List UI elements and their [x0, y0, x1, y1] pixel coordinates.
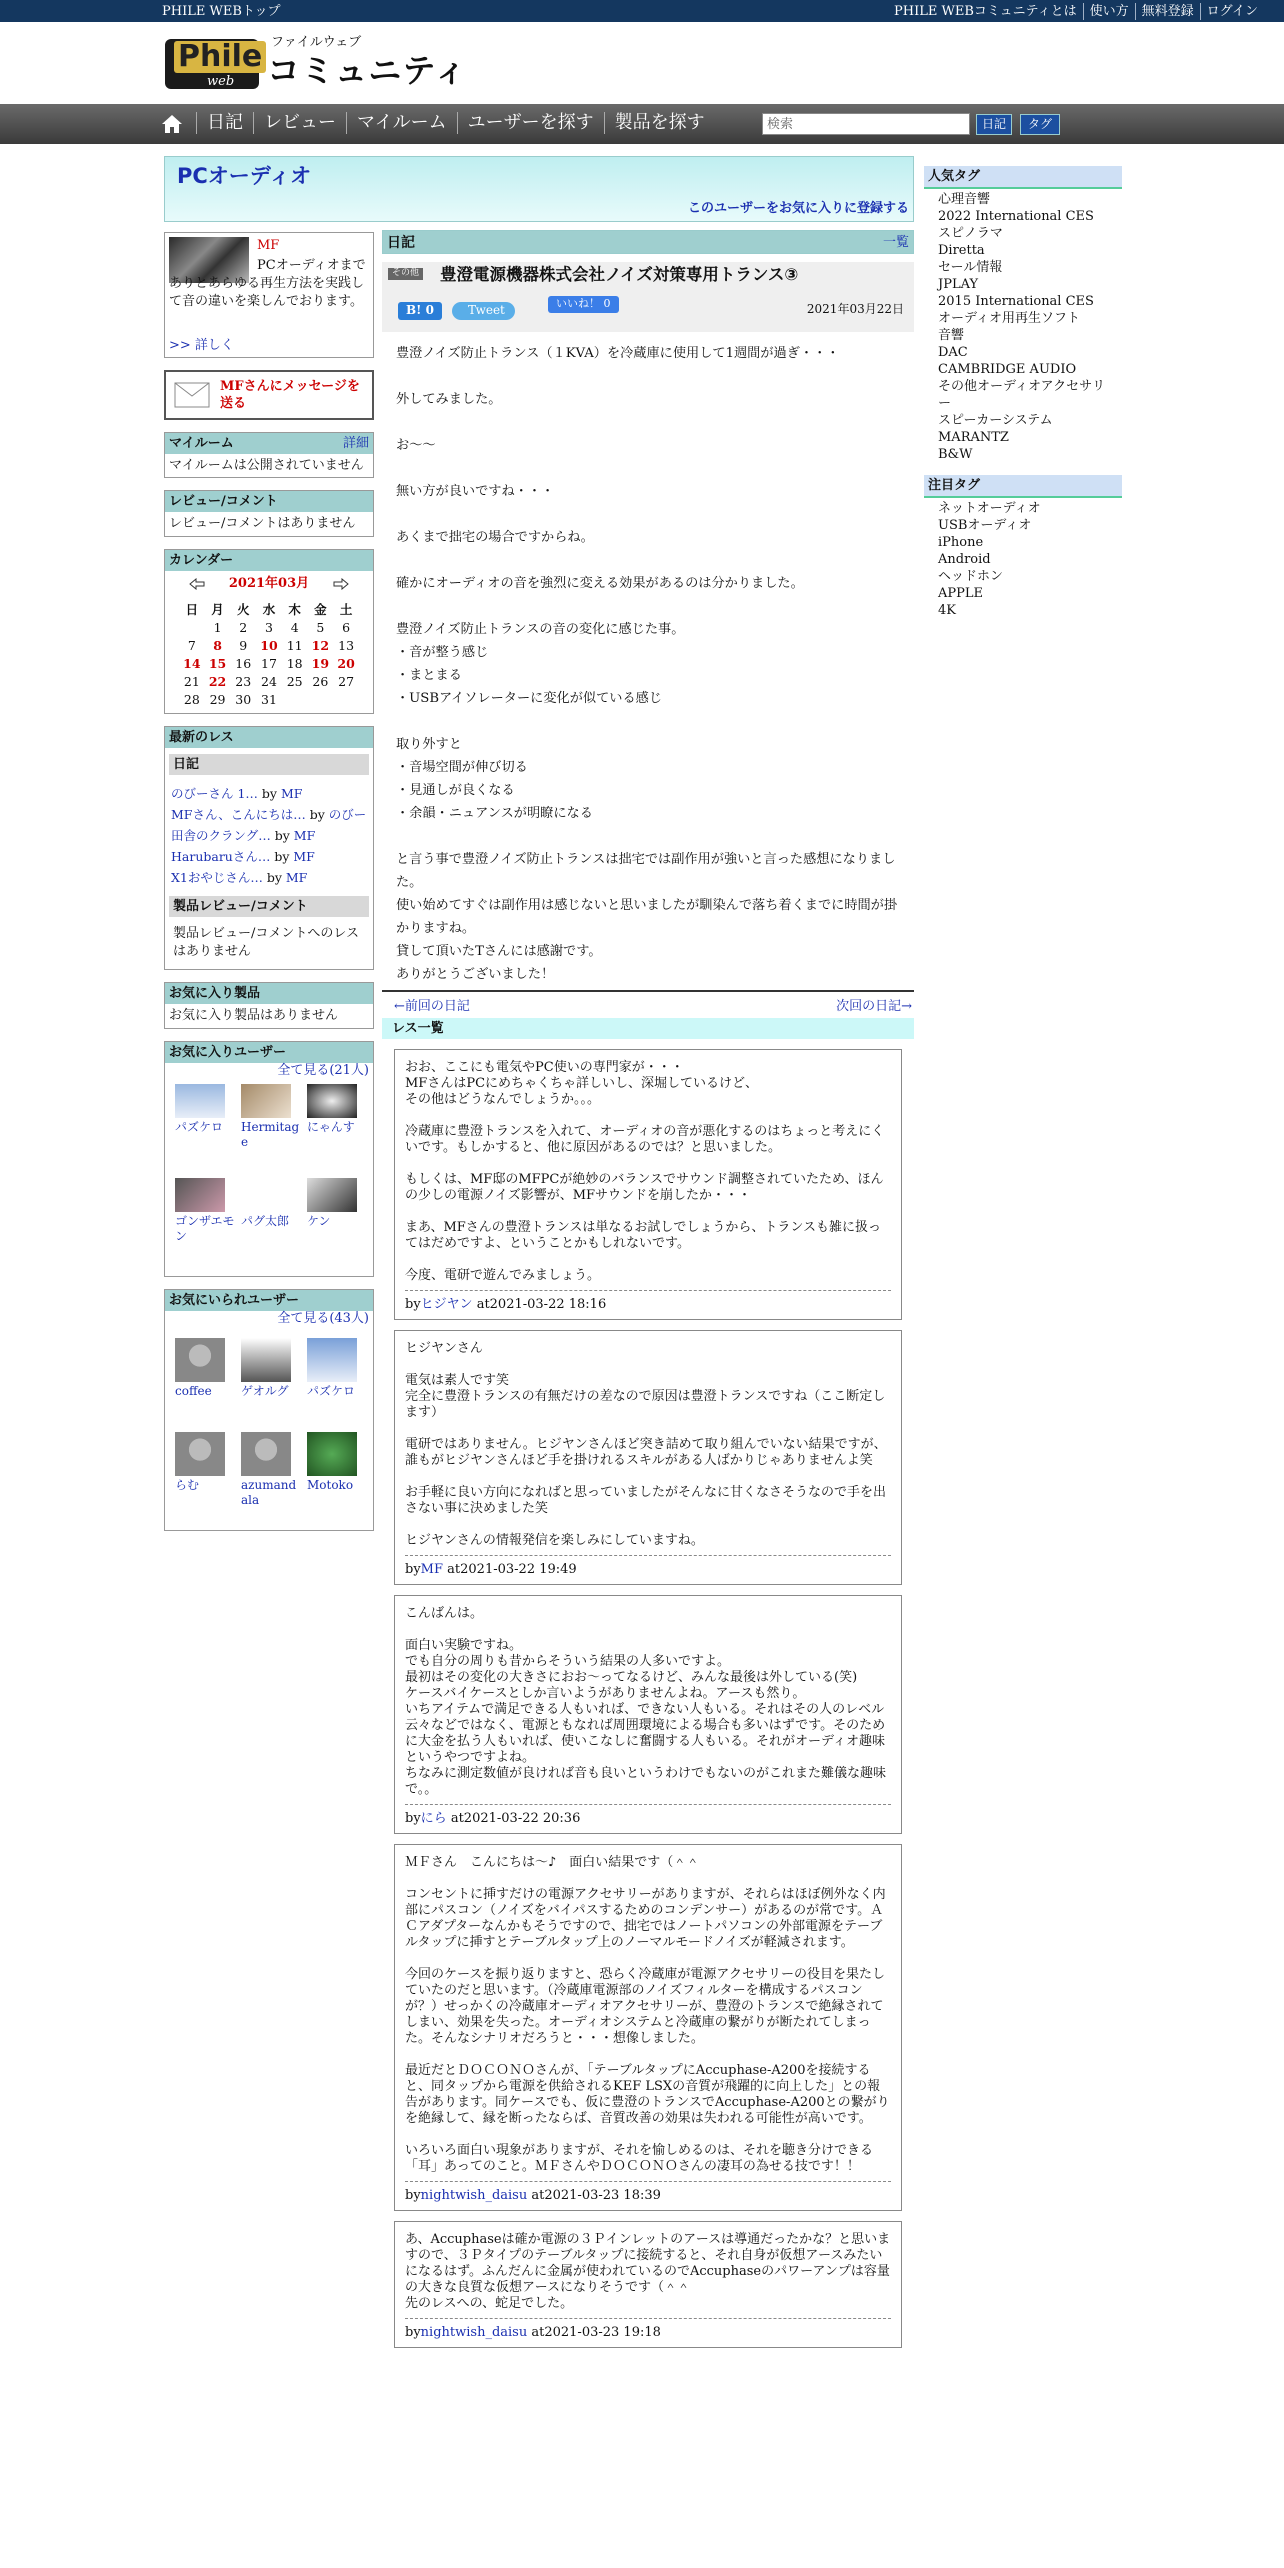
tag-link[interactable]: JPLAY	[938, 277, 979, 293]
tag-link[interactable]: 2015 International CES	[938, 294, 1094, 310]
diary-main	[382, 230, 914, 2358]
comment-by-label: by	[405, 1297, 421, 1313]
nav-find-users[interactable]: ユーザーを探す	[457, 112, 604, 134]
latest-res-link[interactable]: のびーさん 1…	[171, 786, 258, 802]
tag-link[interactable]: DAC	[938, 345, 968, 361]
user-avatar[interactable]	[175, 1084, 225, 1118]
calendar-day: 17	[261, 655, 277, 671]
attention-tags-title: 注目タグ	[924, 475, 1122, 498]
user-card[interactable]	[241, 1432, 301, 1508]
tag-link[interactable]: オーディオ用再生ソフト	[938, 311, 1080, 327]
calendar-weekday: 金	[314, 601, 327, 617]
calendar-day: 2	[239, 619, 248, 635]
comment-by-label: by	[405, 1562, 421, 1578]
comment	[394, 1330, 902, 1585]
page-banner	[164, 156, 914, 222]
comment-author[interactable]: にら	[420, 1811, 447, 1827]
latest-product-label: 製品レビュー/コメント	[169, 896, 369, 917]
user-card[interactable]	[307, 1084, 367, 1135]
calendar-table	[179, 601, 359, 709]
search-diary-button[interactable]: 日記	[976, 114, 1012, 135]
comment-author[interactable]: nightwish_daisu	[420, 2325, 528, 2341]
myroom-text: マイルームは公開されていません	[169, 458, 364, 474]
nav-find-products[interactable]: 製品を探す	[604, 112, 715, 134]
calendar-day: 21	[183, 673, 200, 689]
calendar-day[interactable]: 14	[183, 655, 201, 671]
user-avatar[interactable]	[241, 1084, 291, 1118]
user-name[interactable]: ケン	[307, 1213, 331, 1228]
top-links	[888, 3, 1264, 20]
diary-line: 確かにオーディオの音を強烈に変える効果があるのは分かりました。	[396, 576, 804, 591]
user-avatar[interactable]	[307, 1338, 357, 1382]
latest-diary-label: 日記	[169, 754, 369, 775]
phile-web-badge: Phile web	[165, 39, 259, 89]
comment-text: あ、Accuphaseは確か電源の３Ｐインレットのアースは導通だったかな？と思いますので、３Ｐタイプのテーブルタップに接続すると、それ自身が仮想アースみたいになるはず。ふんだんに金属が使われているのでAccuphaseのパワーアンプは容量の大きな良質な仮想アースになりそうです（＾＾ 先のレスへの、蛇足でした。	[405, 2232, 891, 2312]
latest-res-item: のびーさん 1… by MF	[171, 786, 303, 802]
tag-link[interactable]: その他オーディオアクセサリー	[938, 379, 1106, 412]
comment-by-label: by	[405, 1811, 421, 1827]
diary-line: ・余韻・ニュアンスが明瞭になる	[396, 806, 593, 821]
diary-list-link[interactable]: 一覧	[882, 235, 909, 250]
diary-line: ・見通しが良くなる	[396, 783, 515, 798]
diary-line: ありがとうございました！	[396, 967, 555, 982]
tag-link[interactable]: MARANTZ	[938, 430, 1009, 446]
diary-line: 無い方が良いですね・・・	[396, 484, 555, 499]
user-name[interactable]: ゲオルグ	[241, 1383, 289, 1398]
calendar-day: 7	[187, 637, 196, 653]
user-name[interactable]: パグ太郎	[241, 1213, 290, 1228]
calendar-day: 30	[235, 691, 252, 707]
user-name[interactable]: パズケロ	[175, 1119, 224, 1134]
user-card[interactable]	[175, 1178, 235, 1244]
comment-author[interactable]: ヒジヤン	[420, 1297, 473, 1313]
diary-line	[396, 710, 900, 733]
diary-line: ・USBアイソレーターに変化が似ている感じ	[396, 691, 663, 706]
calendar-day: 27	[338, 673, 355, 689]
comment	[394, 2221, 902, 2348]
comment-meta	[405, 1555, 891, 1584]
calendar-day[interactable]: 8	[213, 637, 222, 653]
latest-res-author[interactable]: のびー	[328, 807, 367, 823]
calendar-day[interactable]: 19	[311, 655, 330, 671]
tag-link[interactable]: Diretta	[938, 243, 985, 259]
user-avatar[interactable]	[241, 1338, 291, 1382]
reviews-title: レビュー/コメント	[165, 491, 373, 512]
register-link[interactable]: 無料登録	[1135, 3, 1200, 20]
fav-products-section	[164, 982, 374, 1028]
tag-link[interactable]: APPLE	[938, 586, 984, 602]
calendar-day: 24	[261, 673, 277, 689]
tag-link[interactable]: USBオーディオ	[938, 518, 1032, 534]
profile-more-link[interactable]: >> 詳しく	[169, 338, 234, 353]
latest-res-item: MFさん、こんにちは… by のびー	[171, 807, 367, 823]
latest-res-author[interactable]: MF	[293, 849, 315, 865]
calendar-day: 6	[342, 619, 351, 635]
tag-link[interactable]: セール情報	[938, 260, 1003, 276]
nav-diary[interactable]: 日記	[196, 112, 253, 134]
search-tag-button[interactable]: タグ	[1020, 114, 1060, 135]
diary-line: ・まとまる	[396, 668, 462, 683]
diary-line: お～～	[396, 438, 436, 453]
latest-res-item: 田舎のクラング… by MF	[171, 828, 316, 844]
myroom-title: マイルーム	[169, 436, 234, 451]
calendar-day: 18	[286, 655, 303, 671]
calendar-weekday: 火	[237, 601, 250, 617]
latest-res-item: Harubaruさん… by MF	[171, 849, 315, 865]
comment-by-label: by	[405, 2188, 421, 2204]
res-list-header: レス一覧	[382, 1018, 914, 1039]
user-avatar[interactable]	[307, 1084, 357, 1118]
user-name[interactable]: らむ	[175, 1477, 200, 1492]
tag-link[interactable]: ヘッドホン	[938, 569, 1004, 585]
site-logo[interactable]	[165, 34, 485, 92]
logo-title: コミュニティ	[267, 51, 468, 90]
add-favorite-link[interactable]: このユーザーをお気に入りに登録する	[687, 200, 909, 216]
diary-line	[396, 503, 900, 526]
user-card[interactable]	[241, 1178, 301, 1229]
user-avatar[interactable]	[175, 1432, 225, 1476]
diary-line: 豊澄ノイズ防止トランス（１KVA）を冷蔵庫に使用して1週間が過ぎ・・・	[396, 346, 840, 361]
comment-meta	[405, 2181, 891, 2210]
message-link[interactable]: MFさんにメッセージを送る	[220, 379, 360, 411]
calendar-day: 23	[235, 673, 252, 689]
search-input[interactable]: 検索	[762, 113, 970, 135]
main-nav	[0, 104, 1284, 144]
tag-link[interactable]: B&W	[938, 447, 973, 463]
tag-link[interactable]: 2022 International CES	[938, 209, 1094, 225]
right-sidebar	[924, 166, 1122, 621]
fav-by-all-link[interactable]: 全て見る(43人)	[277, 1310, 369, 1326]
top-bar	[0, 0, 1284, 22]
calendar-weekday: 木	[288, 601, 301, 617]
user-avatar[interactable]	[175, 1178, 225, 1212]
user-name[interactable]: Hermitage	[241, 1119, 300, 1149]
latest-product-text: 製品レビュー/コメントへのレスはありません	[173, 926, 359, 960]
comment-text: ＭＦさん こんにちは～♪ 面白い結果です（＾＾ コンセントに挿すだけの電源アクセサリーがありますが、それらはほぼ例外なく内部にパスコン（ノイズをバイパスするためのコンデンサー）があるのが常です。ＡＣアダプターなんかもそうですので、拙宅ではノートパソコンの外部電源をテーブルタップに挿すとテーブルタップ上のノーマルモードノイズが軽減されます。 今回のケースを振り返りますと、恐らく冷蔵庫が電源アクセサリーの役目を果たしていたのだと思います。（冷蔵庫電源部のノイズフィルターを構成するパスコンが？）せっかくの冷蔵庫オーディオアクセサリーが、豊澄のトランスで絶縁されてしまい、効果を失った。オーディオシステムと冷蔵庫の繋がりが断たれてしまった。そんなシナリオだろうと・・・想像しました。 最近だとＤＯＣＯＮＯさんが、「テーブルタップにAccuphase-A200を接続すると、同タップから電源を供給されるKEF LSXの音質が飛躍的に向上した」との報告があります。同ケースでも、仮に豊澄のトランスでAccuphase-A200との繋がりを絶縁して、縁を断ったならば、音質改善の効果は失われる可能性が高いです。 いろいろ面白い現象がありますが、それを愉しめるのは、それを聴き分けできる「耳」あってのこと。ＭＦさんやＤＯＣＯＮＯさんの凄耳の為せる技です！！	[405, 1855, 890, 2175]
comment-author[interactable]: nightwish_daisu	[420, 2188, 528, 2204]
fav-by-section	[164, 1289, 374, 1531]
comment	[394, 1844, 902, 2211]
tag-link[interactable]: 心理音響	[938, 192, 991, 208]
diary-header: 日記	[387, 235, 415, 251]
tag-link[interactable]: ネットオーディオ	[938, 501, 1041, 517]
login-link[interactable]: ログイン	[1200, 3, 1264, 20]
tweet-button[interactable]: Tweet	[452, 302, 515, 320]
latest-res-link[interactable]: MFさん、こんにちは…	[171, 807, 306, 823]
comment-text: おお、ここにも電気やPC使いの専門家が・・・ MFさんはPCにめちゃくちゃ詳しいし、深堀しているけど、 その他はどうなんでしょうか。。。 冷蔵庫に豊澄トランスを入れて、オーディオの音が悪化するのはちょっと考えにくいです。もしかすると、他に原因があるのでは？と思いました。 もしくは、MF邸のMFPCが絶妙のバランスでサウンド調整されていたため、ほんの少しの電源ノイズ影響が、MFサウンドを崩したか・・・ まあ、MFさんの豊澄トランスは単なるお試しでしょうから、トランスも雑に扱ってはだめですよ、ということかもしれないです。 今度、電研で遊んでみましょう。	[405, 1060, 885, 1284]
comment-date: at2021-03-22 19:49	[447, 1562, 577, 1578]
next-diary-link[interactable]: 次回の日記→	[836, 999, 912, 1014]
logo-kana: ファイルウェブ	[271, 35, 362, 50]
comment-text: こんばんは。 面白い実験ですね。 でも自分の周りも昔からそういう結果の人多いですよ。 最初はその変化の大きさにおお～ってなるけど、みんな最後は外している(笑) ケースバイケースとしか言いようがありませんよね。アースも然り。 いちアイテムで満足できる人もいれば、できない人もいる。それはその人のレベル云々などではなく、電源ともなれば周囲環境による場合も多いはずです。そのために大金を払う人もいれば、使いこなしに奮闘する人もいる。それがオーディオ趣味というやつですよね。 ちなみに測定数値が良ければ音も良いというわけでもないのがこれまた難儀な趣味で。。	[405, 1606, 887, 1798]
tag-link[interactable]: iPhone	[938, 535, 984, 551]
calendar-day: 29	[209, 691, 226, 707]
calendar-day[interactable]: 15	[208, 655, 227, 671]
calendar-day: 28	[183, 691, 200, 707]
hatena-bookmark-button[interactable]: B! 0	[398, 302, 442, 320]
user-avatar[interactable]	[307, 1178, 357, 1212]
calendar-day: 31	[261, 691, 277, 707]
calendar-day: 9	[239, 637, 248, 653]
prev-diary-link[interactable]: ←前回の日記	[394, 999, 470, 1014]
fav-users-section	[164, 1041, 374, 1277]
comment	[394, 1595, 902, 1834]
page-title: PCオーディオ	[177, 164, 312, 188]
tag-link[interactable]: 音響	[938, 328, 965, 344]
comment-list	[382, 1049, 914, 2348]
calendar-day: 1	[213, 619, 222, 635]
tag-link[interactable]: CAMBRIDGE AUDIO	[938, 362, 1077, 378]
latest-res-link[interactable]: 田舎のクラング…	[171, 828, 271, 844]
latest-res-section	[164, 726, 374, 970]
diary-line	[396, 825, 900, 848]
tag-link[interactable]: スピーカーシステム	[938, 413, 1053, 429]
about-link[interactable]: PHILE WEBコミュニティとは	[894, 4, 1077, 19]
calendar-section	[164, 549, 374, 714]
user-avatar[interactable]	[241, 1178, 291, 1212]
diary-line: と言う事で豊澄ノイズ防止トランスは拙宅では副作用が強いと言った感想になりました。	[396, 852, 896, 890]
diary-line	[396, 595, 900, 618]
fav-users-title: お気に入りユーザー	[165, 1042, 373, 1063]
diary-line	[396, 411, 900, 434]
user-card[interactable]	[175, 1084, 235, 1135]
calendar-day: 25	[286, 673, 303, 689]
user-name[interactable]: パズケロ	[307, 1383, 356, 1398]
reviews-section	[164, 490, 374, 536]
diary-line	[396, 365, 900, 388]
diary-line: 豊澄ノイズ防止トランスの音の変化に感じた事。	[396, 622, 685, 637]
calendar-day[interactable]: 12	[311, 637, 330, 653]
user-name[interactable]: にゃんす	[307, 1119, 355, 1134]
diary-line	[396, 549, 900, 572]
myroom-section	[164, 432, 374, 478]
diary-line: あくまで拙宅の場合ですからね。	[396, 530, 594, 545]
fav-products-text: お気に入り製品はありません	[169, 1008, 339, 1024]
tag-link[interactable]: Android	[938, 552, 991, 568]
diary-date: 2021年03月22日	[806, 302, 904, 316]
user-card[interactable]	[307, 1178, 367, 1229]
myroom-detail-link[interactable]: 詳細	[342, 436, 369, 451]
latest-res-author[interactable]: MF	[280, 786, 303, 802]
reviews-text: レビュー/コメントはありません	[169, 516, 356, 532]
nav-myroom[interactable]: マイルーム	[346, 112, 457, 134]
mail-icon	[174, 382, 210, 408]
calendar-day: 11	[286, 637, 303, 653]
latest-res-title: 最新のレス	[165, 727, 373, 748]
comment-date: at2021-03-22 20:36	[450, 1811, 581, 1827]
diary-line: 使い始めてすぐは副作用は感じないと思いましたが馴染んで落ち着くまでに時間が掛かりますね。	[396, 898, 898, 936]
fav-by-title: お気にいられユーザー	[165, 1290, 373, 1311]
calendar-day: 5	[316, 619, 325, 635]
diary-title: 豊澄電源機器株式会社ノイズ対策専用トランス③	[440, 265, 799, 284]
user-card[interactable]	[175, 1432, 235, 1493]
calendar-title: カレンダー	[165, 550, 373, 571]
user-avatar[interactable]	[307, 1432, 357, 1476]
calendar-day[interactable]: 20	[337, 655, 355, 671]
calendar-day	[308, 691, 334, 709]
user-avatar[interactable]	[241, 1432, 291, 1476]
calendar-day: 3	[264, 619, 273, 635]
popular-tags-title: 人気タグ	[924, 166, 1122, 189]
calendar-day: 16	[235, 655, 252, 671]
user-card[interactable]	[241, 1338, 301, 1399]
calendar-day: 26	[312, 673, 329, 689]
profile-desc: PCオーディオまでありとあらゆる再生方法を実践して音の違いを楽しんでおります。	[169, 258, 366, 309]
diary-line: 外してみました。	[396, 392, 502, 407]
comment-meta	[405, 2318, 891, 2347]
comment-meta	[405, 1290, 891, 1319]
calendar-weekday: 水	[262, 601, 276, 617]
tag-link[interactable]: スピノラマ	[938, 226, 1003, 242]
comment-date: at2021-03-23 19:18	[531, 2325, 661, 2341]
latest-res-item: X1おやじさん… by MF	[171, 870, 308, 886]
diary-category: その他	[388, 268, 423, 280]
message-box[interactable]	[164, 370, 374, 420]
comment-date: at2021-03-22 18:16	[476, 1297, 607, 1313]
latest-res-author[interactable]: MF	[285, 870, 308, 886]
like-button[interactable]: いいね！ 0	[548, 296, 619, 313]
user-avatar[interactable]	[175, 1338, 225, 1382]
user-card[interactable]	[307, 1432, 367, 1493]
comment-date: at2021-03-23 18:39	[531, 2188, 661, 2204]
calendar-weekday: 土	[339, 601, 353, 617]
user-name[interactable]: ゴンザエモン	[175, 1213, 235, 1243]
next-month-icon[interactable]	[333, 578, 349, 590]
user-card[interactable]	[241, 1084, 301, 1150]
diary-line	[396, 457, 900, 480]
calendar-day	[282, 691, 308, 709]
latest-res-link[interactable]: X1おやじさん…	[171, 870, 263, 886]
user-name[interactable]: Motoko	[307, 1477, 354, 1492]
latest-res-link[interactable]: Harubaruさん…	[171, 849, 271, 865]
comment-by-label: by	[405, 2325, 421, 2341]
comment-text: ヒジヤンさん 電気は素人です笑 完全に豊澄トランスの有無だけの差なので原因は豊澄トランスですね（ここ断定します） 電研ではありません。ヒジヤンさんほど突き詰めて取り組んでいない結果ですが、誰もがヒジヤンさんほど手を掛けれるスキルがある人ばかりじゃありませんよ笑 お手軽に良い方向になればと思っていましたがそんなに甘くなさそうなので手を出さない事に決めました笑 ヒジヤンさんの情報発信を楽しみにしていますね。	[405, 1341, 887, 1549]
diary-line: ・音場空間が伸び切る	[396, 760, 528, 775]
calendar-day[interactable]: 22	[208, 673, 227, 689]
user-card[interactable]	[175, 1338, 235, 1399]
latest-res-author[interactable]: MF	[293, 828, 316, 844]
diary-line: ・音が整う感じ	[396, 645, 489, 660]
howto-link[interactable]: 使い方	[1083, 3, 1135, 20]
comment	[394, 1049, 902, 1320]
tag-link[interactable]: 4K	[938, 603, 956, 619]
diary-line: 貸して頂いたTさんには感謝です。	[396, 944, 602, 959]
profile-name[interactable]: MF	[257, 238, 280, 253]
calendar-month: 2021年03月	[228, 575, 310, 591]
calendar-day	[333, 691, 359, 709]
calendar-day: 13	[338, 637, 355, 653]
diary-title-area	[382, 262, 914, 332]
fav-products-title: お気に入り製品	[165, 983, 373, 1004]
calendar-day[interactable]: 10	[260, 637, 278, 653]
user-card[interactable]	[307, 1338, 367, 1399]
phile-web-top-link[interactable]: PHILE WEBトップ	[162, 4, 281, 19]
diary-body	[382, 332, 914, 996]
comment-meta	[405, 1804, 891, 1833]
nav-review[interactable]: レビュー	[253, 112, 346, 134]
user-name[interactable]: coffee	[175, 1383, 212, 1398]
comment-author[interactable]: MF	[420, 1562, 444, 1578]
calendar-day: 4	[290, 619, 299, 635]
profile-box	[164, 232, 374, 358]
left-sidebar	[164, 232, 374, 1543]
calendar-day	[179, 619, 205, 637]
calendar-weekday: 日	[185, 601, 199, 617]
home-icon[interactable]	[160, 113, 184, 135]
user-name[interactable]: azumandala	[241, 1477, 297, 1507]
diary-line: 取り外すと	[396, 737, 462, 752]
calendar-weekday: 月	[211, 601, 224, 617]
fav-users-all-link[interactable]: 全て見る(21人)	[277, 1062, 369, 1078]
